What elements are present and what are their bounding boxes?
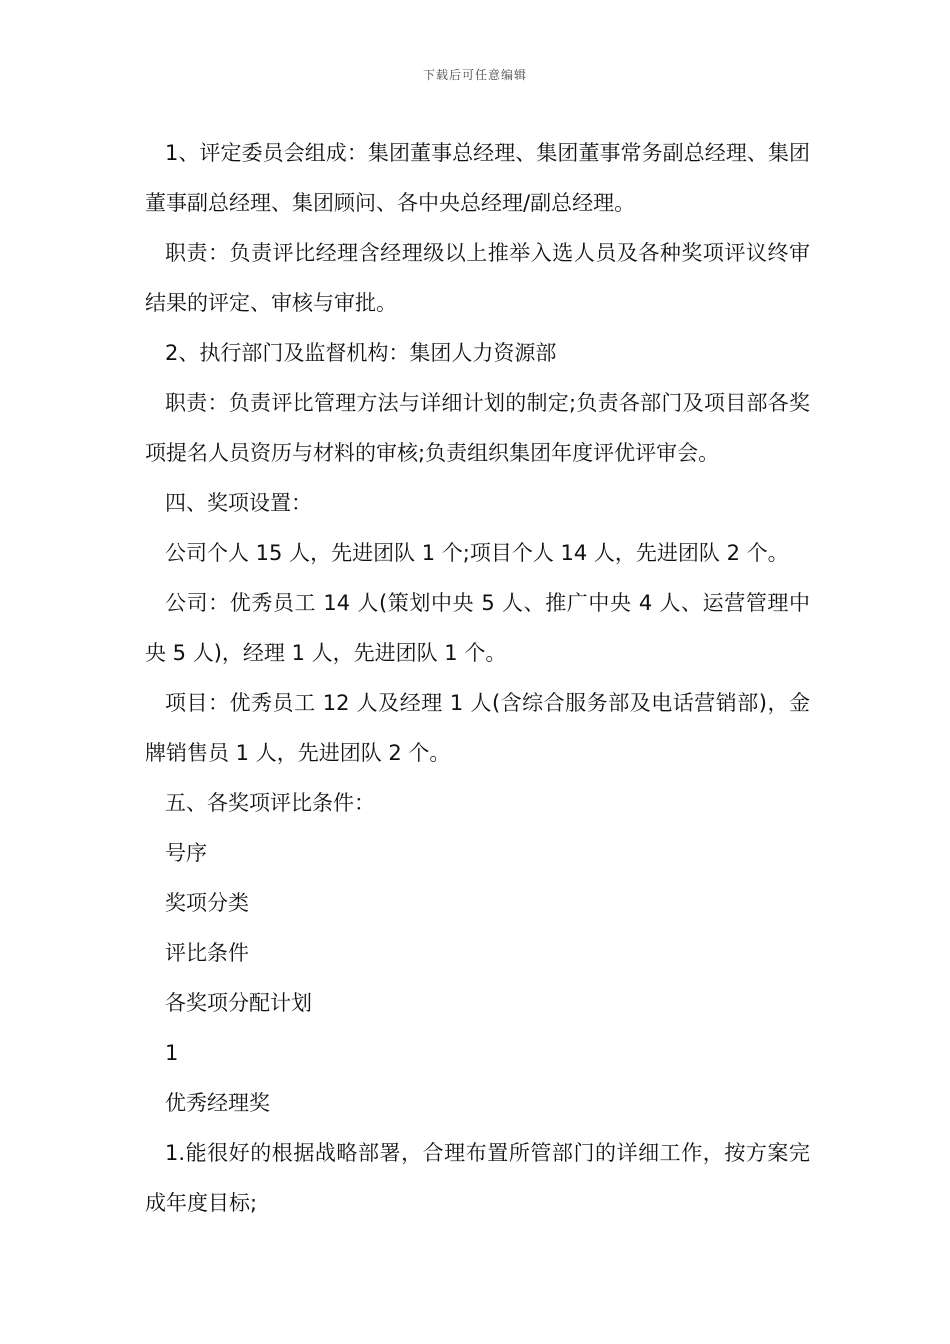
table-header-award-category: 奖项分类 — [165, 891, 249, 915]
paragraph-award-totals: 公司个人 15 人，先进团队 1 个;项目个人 14 人，先进团队 2 个。 — [165, 541, 789, 565]
paragraph-committee-duties: 职责：负责评比经理含经理级以上推举入选人员及各种奖项评议终审结果的评定、审核与审批。 — [145, 241, 810, 315]
paragraph-company-awards: 公司：优秀员工 14 人(策划中央 5 人、推广中央 4 人、运营管理中央 5 人)，经理 1 人，先进团队 1 个。 — [145, 591, 810, 665]
header-note: 下载后可任意编辑 — [422, 68, 527, 82]
paragraph-executive-department: 2、执行部门及监督机构：集团人力资源部 — [165, 341, 557, 365]
table-header-criteria: 评比条件 — [165, 941, 249, 965]
document-body — [145, 128, 810, 1228]
table-cell-number: 1 — [165, 1041, 179, 1065]
table-header-number: 号序 — [165, 841, 207, 865]
section-heading-award-criteria: 五、各奖项评比条件： — [165, 791, 375, 815]
section-heading-award-settings: 四、奖项设置： — [165, 491, 312, 515]
paragraph-project-awards: 项目：优秀员工 12 人及经理 1 人(含综合服务部及电话营销部)，金牌销售员 1 人，先进团队 2 个。 — [145, 691, 810, 765]
table-cell-award-name: 优秀经理奖 — [165, 1091, 270, 1115]
table-cell-criteria-item: 1.能很好的根据战略部署，合理布置所管部门的详细工作，按方案完成年度目标; — [145, 1141, 810, 1215]
paragraph-executive-duties: 职责：负责评比管理方法与详细计划的制定;负责各部门及项目部各奖项提名人员资历与材料的审核;负责组织集团年度评优评审会。 — [145, 391, 810, 465]
table-header-allocation-plan: 各奖项分配计划 — [165, 991, 312, 1015]
paragraph-committee-composition: 1、评定委员会组成：集团董事总经理、集团董事常务副总经理、集团董事副总经理、集团顾问、各中央总经理/副总经理。 — [145, 141, 810, 215]
